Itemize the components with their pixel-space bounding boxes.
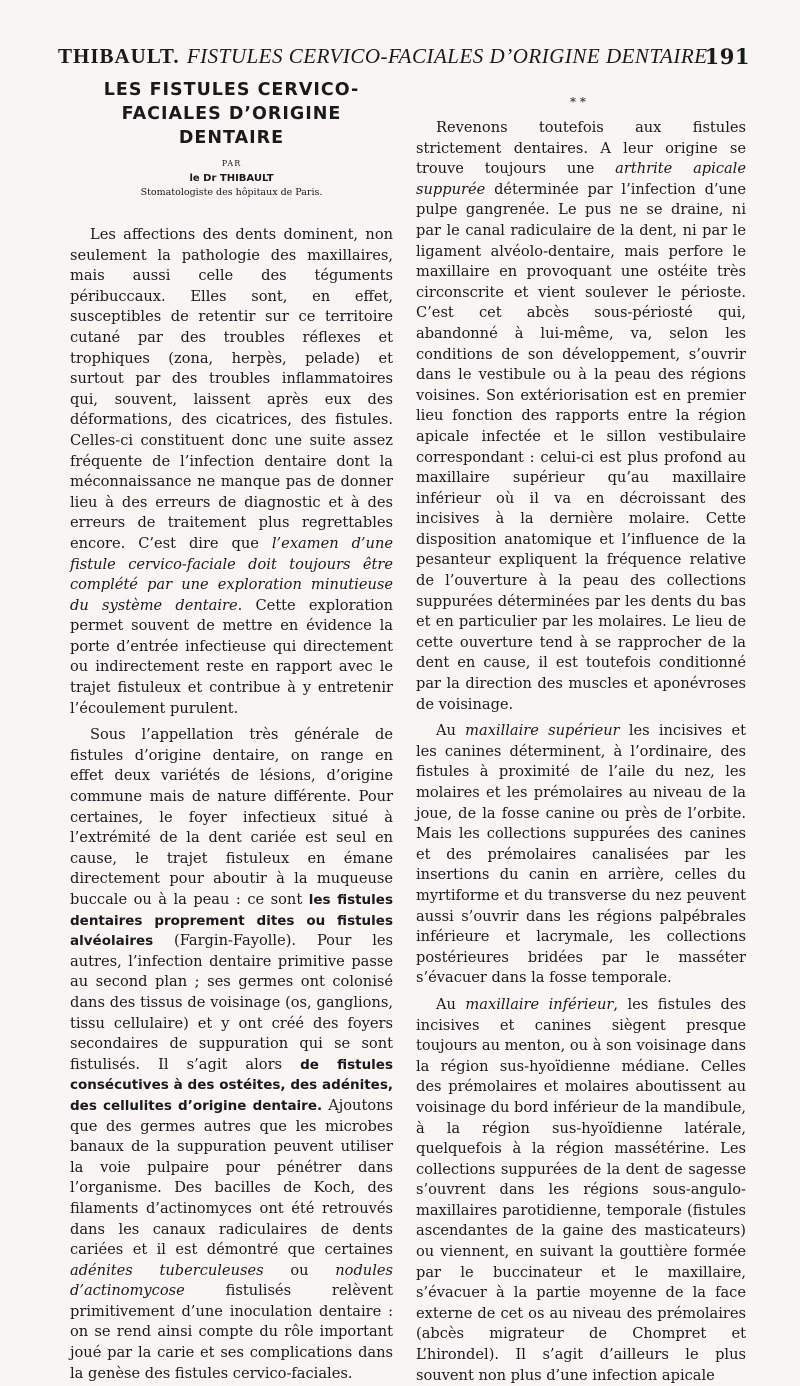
paragraph xyxy=(416,995,746,1386)
emphasis-text: adénites tuberculeuses xyxy=(70,1261,264,1279)
article-title-line: DENTAIRE xyxy=(178,128,285,148)
paragraph xyxy=(70,225,393,719)
right-column xyxy=(416,118,746,1386)
emphasis-text: maxillaire inférieur xyxy=(465,995,614,1013)
text-span: Sous l’appellation très générale de fistules d’origine dentaire, on range en effet deux variétés de lésions, d’origine commune mais de nature différente. Pour certaines, le foyer infectieux situé à l’extrémité de la dent cariée est seul en cause, le trajet fistuleux en émane directement pour aboutir à la muqueuse buccale ou à la peau : ce sont xyxy=(70,726,393,908)
text-span: Les affections des dents dominent, non seulement la pathologie des maxillaires, mais aussi celle des téguments péribuccaux. Elles sont, en effet, susceptibles de retentir sur ce territoire cutané par des troubles réflexes et trophiques (zona, herpès, pelade) et surtout par des troubles inflammatoires qui, souvent, laissent après eux des déformations, des cicatrices, des fistules. Celles-ci constituent donc une suite assez fréquente de l’infection dentaire dont la méconnaissance ne manque pas de donner lieu à des erreurs de diagnostic et à des erreurs de traitement plus regrettables encore. C’est dire que xyxy=(70,226,393,552)
text-span: Au xyxy=(436,722,466,740)
text-span: déterminée par l’infection d’une pulpe gangrenée. Le pus ne se draine, ni par le canal radiculaire de la dent, ni par le ligament alvéolo-dentaire, mais perfore le maxillaire en provoquant une ostéite très circonscrite et vient soulever le périoste. C’est cet abcès sous-périosté qui, abandonné à lui-même, va, selon les conditions de son développement, s’ouvrir dans le vestibule ou à la peau des régions voisines. Son extériorisation est en premier lieu fonction des rapports entre la région apicale infectée et le sillon vestibulaire correspondant : celui-ci est plus profond au maxillaire supérieur qu’au maxillaire inférieur où il va en décroissant des incisives à la dernière molaire. Cette disposition anatomique et l’influence de la pesanteur expliquent la fréquence relative de l’ouverture à la peau des collections suppurées déterminées par les dents du bas et en particulier par les molaires. Le lieu de cette ouverture tend à se rapprocher de la dent en cause, il est toutefois conditionné par la direction des muscles et aponévroses de voisinage. xyxy=(416,180,746,713)
par-label: PAR xyxy=(221,159,242,168)
article-title-line: LES FISTULES CERVICO- xyxy=(103,80,360,100)
text-span: (Fargin-Fayolle). Pour les autres, l’infection dentaire primitive passe au second plan ; ses germes ont colonisé dans des tissus de voisinage (os, ganglions, tissu cellulaire) et y ont créé des foyers secondaires de suppuration qui se sont fistulisés. Il s’agit alors xyxy=(70,932,393,1073)
author-byline: le Dr THIBAULT xyxy=(189,173,274,184)
emphasis-text: nodules d’actinomycose xyxy=(70,1261,393,1300)
text-span: Ajoutons que des germes autres que les microbes banaux de la suppuration peuvent utiliser la voie pulpaire pour pénétrer dans l’organisme. Des bacilles de Koch, des filaments d’actinomyces ont été retrouvés dans les canaux radiculaires de dents cariées et il est démontré que certaines xyxy=(70,1096,393,1259)
text-span: fistulisés relèvent primitivement d’une inoculation dentaire : on se rend ainsi compte du rôle important joué par la carie et ses complications dans la genèse des fistules cervico-faciales. xyxy=(70,1282,393,1382)
text-span: Revenons toutefois aux fistules strictement dentaires. A leur origine se trouve toujours une xyxy=(416,119,746,178)
page-number: 191 xyxy=(704,44,750,69)
bold-term: de fistules consécutives à des ostéites, des adénites, des cellulites d’origine dentaire. xyxy=(70,1056,394,1114)
paragraph xyxy=(416,721,746,989)
running-head-title: FISTULES CERVICO-FACIALES D’ORIGINE DENTAIRE xyxy=(186,44,708,68)
article-title-line: FACIALES D’ORIGINE xyxy=(121,104,342,124)
running-head-author: THIBAULT. xyxy=(58,44,180,68)
section-separator: * * xyxy=(570,95,586,109)
text-span: . Cette exploration permet souvent de mettre en évidence la porte d’entrée infectieuse qui directement ou indirectement reste en rapport avec le trajet fistuleux et contribue à y entretenir l’écoulement purulent. xyxy=(70,596,393,717)
author-affiliation: Stomatologiste des hôpitaux de Paris. xyxy=(140,187,323,198)
text-span: ou xyxy=(263,1261,336,1279)
emphasis-text: l’examen d’une fistule cervico-faciale doit toujours être complété par une exploration minutieuse du système dentaire xyxy=(70,534,393,614)
text-span: Au xyxy=(436,995,466,1013)
paragraph xyxy=(416,118,746,715)
emphasis-text: maxillaire supérieur xyxy=(465,722,620,740)
bold-term: les fistules dentaires proprement dites ou fistules alvéolaires xyxy=(70,892,393,950)
left-column xyxy=(70,78,393,1384)
running-head xyxy=(58,44,750,69)
text-span: , les fistules des incisives et canines siègent presque toujours au menton, ou à son voisinage dans la région sus-hyoïdienne médiane. Celles des prémolaires et molaires aboutissent au voisinage du bord inférieur de la mandibule, à la région sus-hyoïdienne latérale, quelquefois à la région massétérine. Les collections suppurées de la dent de sagesse s’ouvrent dans les régions sous-angulo-maxillaires parotidienne, temporale (fistules ascendantes de la gaine des masticateurs) ou viennent, en suivant la gouttière formée par le buccinateur et le maxillaire, s’évacuer à la partie moyenne de la face externe de cet os au niveau des prémolaires (abcès migrateur de Chompret et L’hirondel). Il s’agit d’ailleurs le plus souvent non plus d’une infection apicale xyxy=(416,995,746,1384)
text-span: les incisives et les canines déterminent, à l’ordinaire, des fistules à proximité de l’aile du nez, les molaires et les prémolaires au niveau de la joue, de la fosse canine ou près de l’orbite. Mais les collections suppurées des canines et des prémolaires canalisées par les insertions du canin en arrière, celles du myrtiforme et du transverse du nez peuvent aussi s’ouvrir dans les régions palpébrales inférieure et lacrymale, les collections postérieures bridées par le masséter s’évacuer dans la fosse temporale. xyxy=(416,722,746,987)
paragraph xyxy=(70,725,393,1384)
emphasis-text: arthrite apicale suppurée xyxy=(416,160,746,198)
article-title xyxy=(70,78,393,150)
